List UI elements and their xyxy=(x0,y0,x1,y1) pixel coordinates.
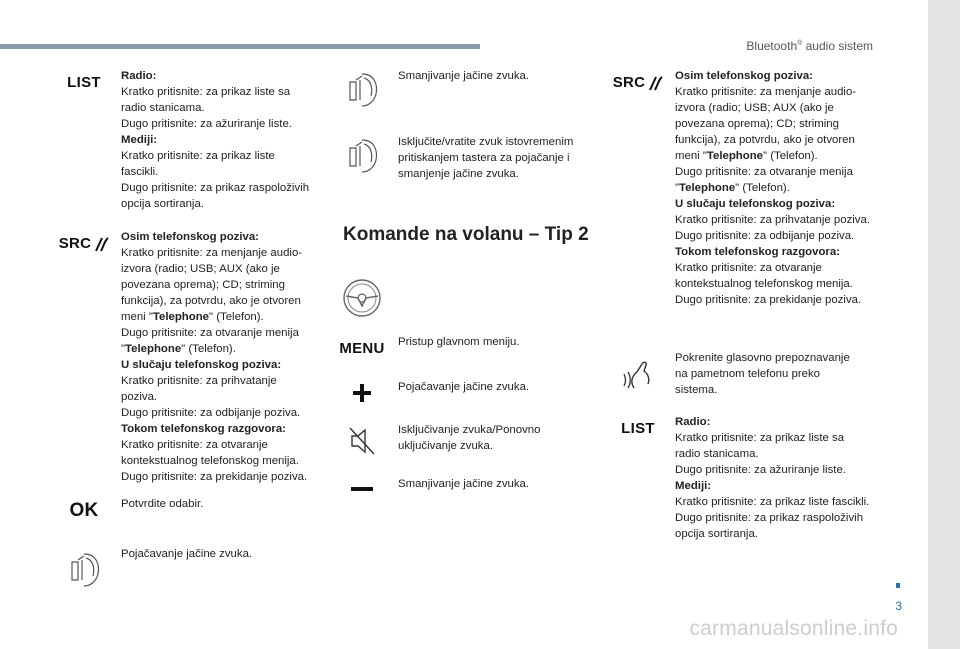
list-line: Mediji: xyxy=(675,480,712,492)
src-line: Kratko pritisnite: za menjanje audio-izvora (radio; USB; AUX (ako je povezana oprema); CD; striming funkcija), za potvrdu, ako je otvoren meni "Telephone" (Telefon). xyxy=(121,247,303,323)
steering-wheel-scroll-icon xyxy=(342,70,382,110)
mute-text: Isključite/vratite zvuk istovremenim pritiskanjem tastera za pojačanje i smanjenje jačine zvuka. xyxy=(398,136,574,180)
src-line: Dugo pritisnite: za otvaranje menija "Telephone" (Telefon). xyxy=(121,327,299,355)
src-line: Kratko pritisnite: za menjanje audio-izvora (radio; USB; AUX (ako je povezana oprema); CD; striming funkcija), za potvrdu, ako je otvoren meni "Telephone" (Telefon). xyxy=(675,86,857,162)
src-heading: Tokom telefonskog razgovora: xyxy=(121,423,286,435)
minus-icon xyxy=(350,486,374,492)
src-heading: U slučaju telefonskog poziva: xyxy=(675,198,836,210)
list-button-icon: LIST xyxy=(67,74,101,91)
list-line: Dugo pritisnite: za prikaz raspoloživih opcija sortiranja. xyxy=(121,182,310,210)
page-number: 3 xyxy=(895,599,902,613)
mute-icon xyxy=(349,426,375,456)
list-line: Kratko pritisnite: za prikaz liste sa radio stanicama. xyxy=(121,86,291,114)
src-line: Dugo pritisnite: za prekidanje poziva. xyxy=(675,294,862,306)
src-button-icon: SRC xyxy=(59,235,110,252)
list-line: Kratko pritisnite: za prikaz liste fascikli. xyxy=(121,150,275,178)
ok-button-icon: OK xyxy=(69,500,99,521)
mute2-text: Isključivanje zvuka/Ponovno uključivanje zvuka. xyxy=(398,424,541,452)
src-line: Dugo pritisnite: za otvaranje menija "Telephone" (Telefon). xyxy=(675,166,853,194)
src-heading: Tokom telefonskog razgovora: xyxy=(675,246,840,258)
plus-text: Pojačavanje jačine zvuka. xyxy=(398,381,530,393)
steering-wheel-scroll-icon xyxy=(64,550,104,590)
volume-down-text: Smanjivanje jačine zvuka. xyxy=(398,70,530,82)
header-rule xyxy=(0,44,480,49)
src-heading: U slučaju telefonskog poziva: xyxy=(121,359,282,371)
src-line: Dugo pritisnite: za odbijanje poziva. xyxy=(121,407,301,419)
src-line: Kratko pritisnite: za prihvatanje poziva. xyxy=(121,375,277,403)
page-side-tab xyxy=(928,0,960,649)
menu-button-icon: MENU xyxy=(339,340,385,357)
src-line: Dugo pritisnite: za odbijanje poziva. xyxy=(675,230,855,242)
voice-recognition-icon xyxy=(620,354,656,390)
page-marker xyxy=(896,583,900,588)
src-line: Kratko pritisnite: za otvaranje kontekstualnog telefonskog menija. xyxy=(121,439,299,467)
src-heading: Osim telefonskog poziva: xyxy=(121,231,259,243)
plus-icon xyxy=(351,382,373,404)
list-line: Dugo pritisnite: za prikaz raspoloživih opcija sortiranja. xyxy=(675,512,864,540)
list-button-icon: LIST xyxy=(621,420,655,437)
page-header-title: Bluetooth® audio sistem xyxy=(746,39,873,53)
list-line: Mediji: xyxy=(121,134,158,146)
minus-text: Smanjivanje jačine zvuka. xyxy=(398,478,530,490)
list-line: Kratko pritisnite: za prikaz liste sa radio stanicama. xyxy=(675,432,845,460)
steering-wheel-scroll-icon xyxy=(342,136,382,176)
list-line: Radio: xyxy=(121,70,157,82)
src-line: Dugo pritisnite: za prekidanje poziva. xyxy=(121,471,308,483)
menu-text: Pristup glavnom meniju. xyxy=(398,336,520,348)
volume-up-text: Pojačavanje jačine zvuka. xyxy=(121,548,253,560)
list-line: Dugo pritisnite: za ažuriranje liste. xyxy=(675,464,846,476)
watermark: carmanualsonline.info xyxy=(689,617,898,640)
src-heading: Osim telefonskog poziva: xyxy=(675,70,813,82)
src-button-icon: SRC xyxy=(613,74,664,91)
src-line: Kratko pritisnite: za otvaranje kontekstualnog telefonskog menija. xyxy=(675,262,853,290)
voice-text: Pokrenite glasovno prepoznavanje na pametnom telefonu preko sistema. xyxy=(675,352,850,396)
section-heading: Komande na volanu – Tip 2 xyxy=(343,224,589,245)
steering-wheel-icon xyxy=(340,276,384,320)
list-line: Dugo pritisnite: za ažuriranje liste. xyxy=(121,118,292,130)
list-line: Kratko pritisnite: za prikaz liste fascikli. xyxy=(675,496,870,508)
list-line: Radio: xyxy=(675,416,711,428)
src-line: Kratko pritisnite: za prihvatanje poziva. xyxy=(675,214,871,226)
ok-text: Potvrdite odabir. xyxy=(121,498,204,510)
